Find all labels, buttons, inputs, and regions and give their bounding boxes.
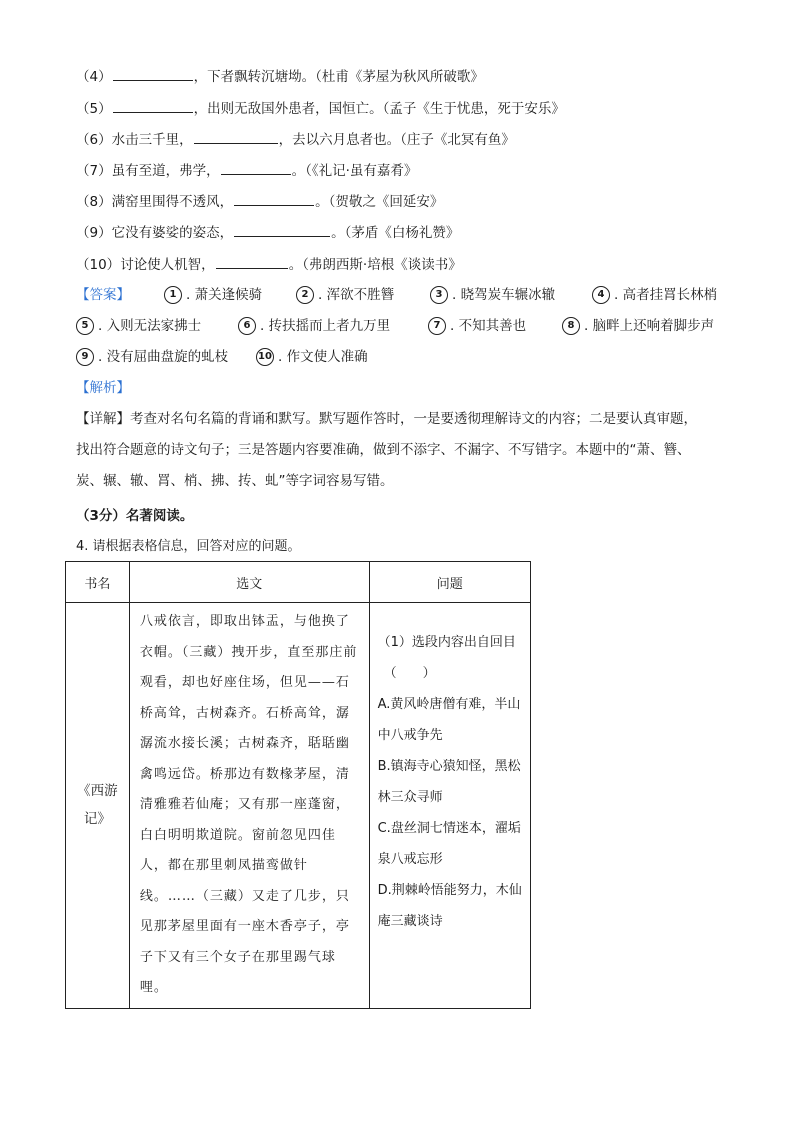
book-title: 《西游记》 [66,603,130,1009]
fill-item-9: （9）它没有婆娑的姿态， 。（茅盾《白杨礼赞》 [76,222,459,243]
fill-item-8: （8）满窑里围得不透风， 。（贺敬之《回延安》 [76,191,443,212]
answer-number: 9 [76,348,94,366]
answer-bracket[interactable]: （ ） [383,666,436,681]
answer-blank[interactable] [221,160,291,175]
answer-blank[interactable] [234,222,330,237]
answer-blank[interactable] [216,254,288,269]
detail-line: 找出符合题意的诗文句子；三是答题内容要准确，做到不添字、不漏字、不写错字。本题中的“萧、簪、 [76,442,691,458]
detail-paragraph [76,404,726,497]
answer-item: 2 . 浑欲不胜簪 [296,285,394,305]
answer-item: 7 . 不知其善也 [428,316,526,336]
answer-label: 【答案】 [76,287,130,303]
option-b: B.镇海寺心猿知怪，黑松林三众寻师 [377,759,521,805]
answer-item: 5 . 入则无法家拂士 [76,316,201,336]
answer-item: 9 . 没有屈曲盘旋的虬枝 [76,347,228,367]
answer-item: 10 . 作文使人准确 [256,347,368,367]
answer-number: 7 [428,317,446,335]
answer-number: 10 [256,348,274,366]
detail-line: 炭、辗、辙、罥、梢、拂、抟、虬”等字词容易写错。 [76,473,394,489]
fill-item-10: （10）讨论使人机智， 。（弗朗西斯·培根《谈读书》 [76,254,462,275]
excerpt-text: 八戒依言，即取出钵盂，与他换了衣帽。（三藏）拽开步，直至那庄前观看，却也好座住场，但见——石桥高耸，古树森齐。石桥高耸，潺潺流水接长溪；古树森齐，聒聒幽禽鸣远岱。桥那边有数椽茅屋，清清雅雅若仙庵；又有那一座蓬窗，白白明明欺道院。窗前忽见四佳人，都在那里刺凤描鸾做针线。……（三藏）又走了几步，只见那茅屋里面有一座木香亭子，亭子下又有三个女子在那里踢气球哩。 [129,603,369,1009]
table-header-excerpt: 选文 [129,562,369,603]
question-intro: 4. 请根据表格信息，回答对应的问题。 [76,539,301,554]
fill-item-5: （5） ，出则无敌国外患者，国恒亡。（孟子《生于忧患，死于安乐》 [76,98,565,119]
answer-number: 6 [238,317,256,335]
answer-item: 6 . 抟扶摇而上者九万里 [238,316,390,336]
answer-number: 5 [76,317,94,335]
answer-blank[interactable] [113,98,193,113]
answer-item: 8 . 脑畔上还响着脚步声 [562,316,714,336]
answer-blank[interactable] [194,129,278,144]
fill-item-6: （6）水击三千里， ，去以六月息者也。（庄子《北冥有鱼》 [76,129,515,150]
answer-blank[interactable] [113,66,193,81]
fill-item-7: （7）虽有至道，弗学， 。（《礼记·虽有嘉肴》 [76,160,417,181]
answer-item: 4 . 高者挂罥长林梢 [592,285,717,305]
answer-number: 1 [164,286,182,304]
option-c: C.盘丝洞七情迷本，濯垢泉八戒忘形 [377,821,521,867]
answer-number: 4 [592,286,610,304]
answer-blank[interactable] [234,191,314,206]
answer-number: 2 [296,286,314,304]
reading-table [65,561,531,1009]
table-header-question: 问题 [369,562,530,603]
answer-item: 1 . 萧关逢候骑 [164,285,262,305]
answer-item: 3 . 晓驾炭车辗冰辙 [430,285,555,305]
option-a: A.黄风岭唐僧有难，半山中八戒争先 [377,697,521,743]
answer-number: 3 [430,286,448,304]
analysis-label: 【解析】 [76,380,130,396]
section-title: （3分）名著阅读。 [76,508,194,524]
detail-label: 【详解】 [76,411,130,427]
answer-number: 8 [562,317,580,335]
fill-item-4: （4） ，下者飘转沉塘坳。（杜甫《茅屋为秋风所破歌》 [76,66,484,87]
question-stem: （1）选段内容出自回目 [377,635,516,650]
detail-line: 【详解】考查对名句名篇的背诵和默写。默写题作答时，一是要透彻理解诗文的内容；二是要认真审题， [76,411,697,427]
question-cell [369,603,530,1009]
table-header-book: 书名 [66,562,130,603]
option-d: D.荆棘岭悟能努力，木仙庵三藏谈诗 [377,883,522,929]
